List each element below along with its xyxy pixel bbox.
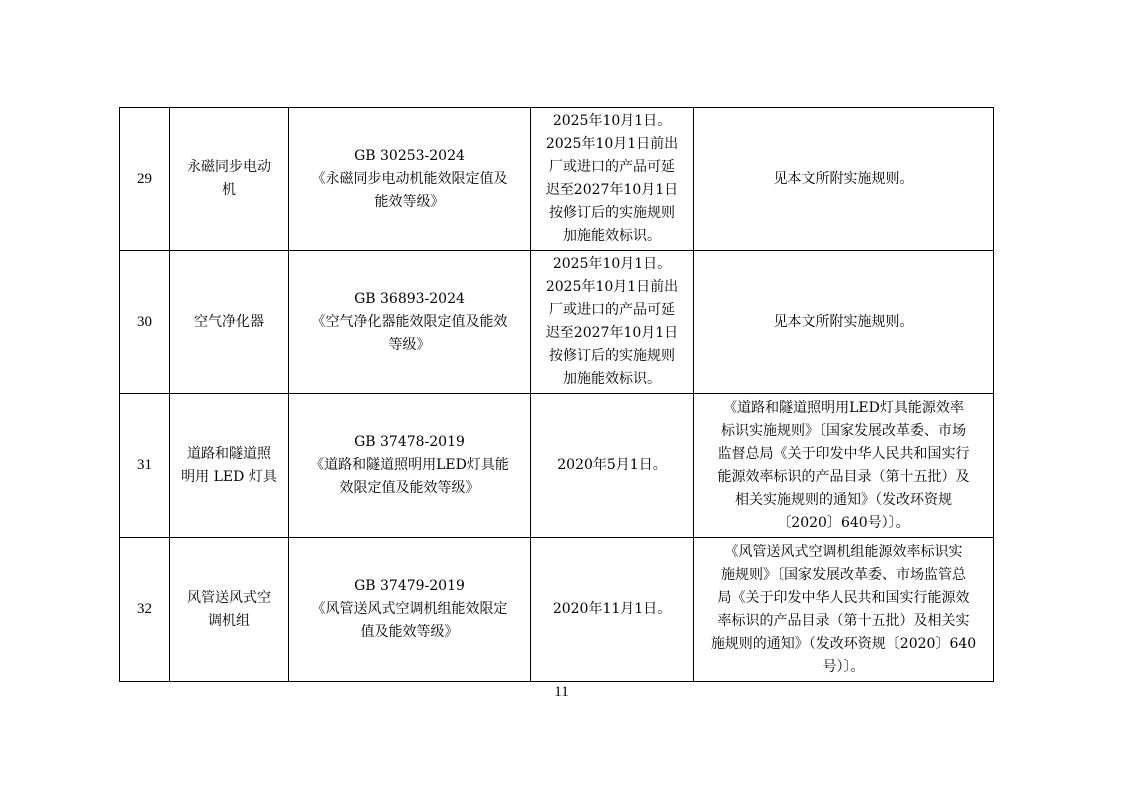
row-number: 32	[120, 538, 170, 682]
implementation-rules: 《风管送风式空调机组能源效率标识实 施规则》〔国家发展改革委、市场监管总 局《关于印发中华人民共和国实行能源效 率标识的产品目录（第十五批）及相关实 施规则的通知》（发改环资规〔2020〕640 号）〕。	[694, 538, 994, 682]
product-name: 空气净化器	[170, 251, 289, 394]
table-row	[120, 108, 994, 251]
implementation-rules: 见本文所附实施规则。	[694, 251, 994, 394]
row-number: 30	[120, 251, 170, 394]
standard-cell: GB 37478-2019 《道路和隧道照明用LED灯具能 效限定值及能效等级》	[289, 394, 531, 538]
standard-cell: GB 36893-2024 《空气净化器能效限定值及能效 等级》	[289, 251, 531, 394]
table-row	[120, 394, 994, 538]
implementation-date: 2020年11月1日。	[531, 538, 694, 682]
standard-cell: GB 37479-2019 《风管送风式空调机组能效限定 值及能效等级》	[289, 538, 531, 682]
implementation-rules: 见本文所附实施规则。	[694, 108, 994, 251]
implementation-date: 2025年10月1日。 2025年10月1日前出 厂或进口的产品可延 迟至2027年10月1日 按修订后的实施规则 加施能效标识。	[531, 251, 694, 394]
table-row	[120, 538, 994, 682]
row-number: 29	[120, 108, 170, 251]
row-number: 31	[120, 394, 170, 538]
table-row	[120, 251, 994, 394]
product-name: 风管送风式空 调机组	[170, 538, 289, 682]
standard-cell: GB 30253-2024 《永磁同步电动机能效限定值及 能效等级》	[289, 108, 531, 251]
table-body	[120, 108, 994, 682]
product-name: 道路和隧道照 明用 LED 灯具	[170, 394, 289, 538]
product-name: 永磁同步电动 机	[170, 108, 289, 251]
energy-label-table	[119, 107, 994, 682]
implementation-rules: 《道路和隧道照明用LED灯具能源效率 标识实施规则》〔国家发展改革委、市场 监督总局《关于印发中华人民共和国实行 能源效率标识的产品目录（第十五批）及 相关实施规则的通知》（发改环资规 〔2020〕640号）〕。	[694, 394, 994, 538]
implementation-date: 2025年10月1日。 2025年10月1日前出 厂或进口的产品可延 迟至2027年10月1日 按修订后的实施规则 加施能效标识。	[531, 108, 694, 251]
page-number: 11	[554, 684, 569, 700]
implementation-date: 2020年5月1日。	[531, 394, 694, 538]
